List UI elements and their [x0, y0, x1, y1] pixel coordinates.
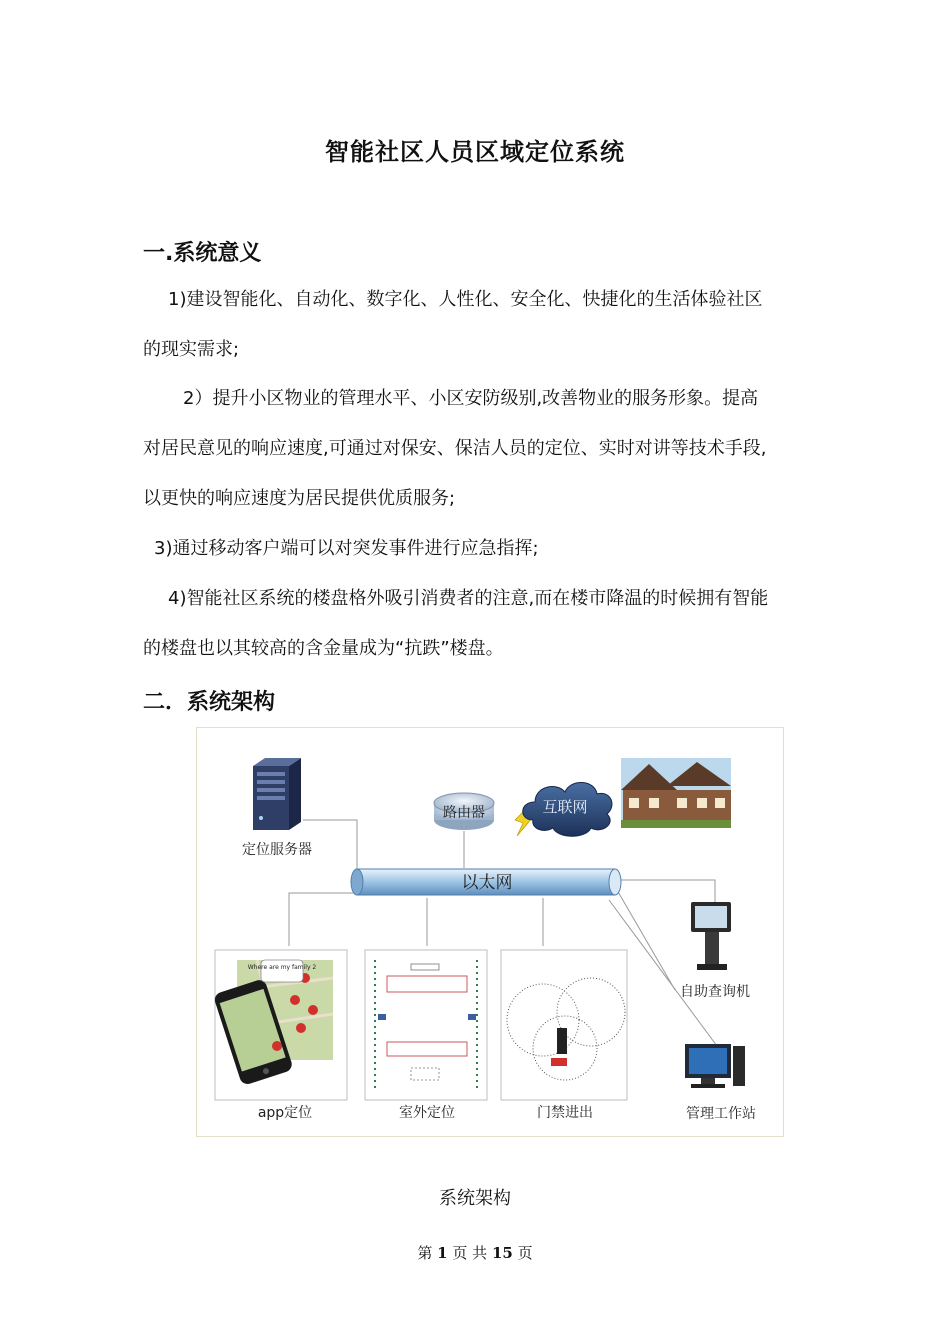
system-architecture-figure [196, 727, 784, 1137]
footer-prefix: 第 [417, 1244, 433, 1262]
phone-bubble-text: Where are my family 2 [247, 964, 317, 971]
section1-line-6: 3)通过移动客户端可以对突发事件进行应急指挥; [154, 538, 539, 559]
access-control-panel [501, 950, 627, 1100]
figure-caption: 系统架构 [439, 1188, 511, 1209]
architecture-diagram [197, 728, 783, 1136]
kiosk-icon [691, 902, 731, 970]
footer-suffix: 页 [517, 1244, 533, 1262]
server-icon [253, 758, 301, 830]
section1-line-3: 2）提升小区物业的管理水平、小区安防级别,改善物业的服务形象。提高 [183, 388, 759, 409]
section1-heading: 一.系统意义 [143, 241, 262, 266]
app-label: app定位 [257, 1105, 313, 1121]
footer-total-pages: 15 [491, 1244, 513, 1262]
section2-heading: 二．系统架构 [143, 690, 276, 715]
section1-line-2: 的现实需求; [143, 339, 240, 360]
document-title: 智能社区人员区域定位系统 [325, 138, 625, 166]
kiosk-label: 自助查询机 [680, 984, 750, 1000]
page-footer [0, 1242, 950, 1263]
footer-middle: 页 共 [452, 1244, 488, 1262]
app-location-panel [213, 950, 347, 1100]
section1-line-1: 1)建设智能化、自动化、数字化、人性化、安全化、快捷化的生活体验社区 [168, 289, 763, 310]
section1-line-7: 4)智能社区系统的楼盘格外吸引消费者的注意,而在楼市降温的时候拥有智能 [168, 588, 769, 609]
house-image [621, 758, 731, 828]
ethernet-label: 以太网 [461, 873, 513, 893]
section1-line-5: 以更快的响应速度为居民提供优质服务; [143, 488, 456, 509]
internet-label: 互联网 [542, 798, 588, 816]
access-label: 门禁进出 [537, 1105, 593, 1121]
outdoor-location-panel [365, 950, 487, 1100]
section1-line-4: 对居民意见的响应速度,可通过对保安、保洁人员的定位、实时对讲等技术手段, [143, 438, 767, 459]
router-label: 路由器 [443, 805, 485, 821]
outdoor-label: 室外定位 [399, 1105, 455, 1121]
server-label: 定位服务器 [242, 842, 312, 858]
footer-page-number: 1 [437, 1244, 448, 1262]
section1-line-8: 的楼盘也以其较高的含金量成为“抗跌”楼盘。 [143, 638, 504, 659]
workstation-label: 管理工作站 [686, 1106, 756, 1122]
workstation-icon [685, 1044, 745, 1088]
